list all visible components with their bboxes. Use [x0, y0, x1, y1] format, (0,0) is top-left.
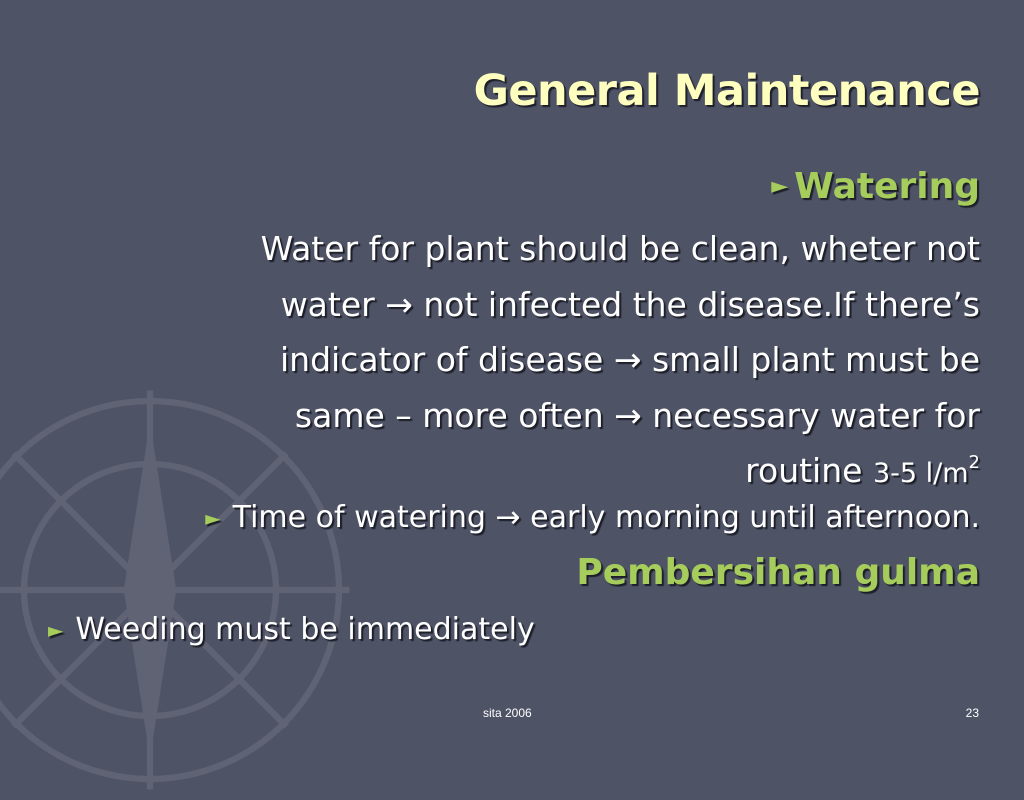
triangle-bullet-icon: ► — [48, 617, 64, 642]
slide-title: General Maintenance — [473, 66, 980, 116]
bullet-time-of-watering — [205, 500, 980, 535]
watering-paragraph — [80, 221, 980, 502]
bullet-text: Weeding must be immediately — [75, 612, 535, 647]
paragraph-line: Water for plant should be clean, wheter not — [260, 229, 980, 268]
paragraph-line: water → not infected the disease.If there’s — [280, 284, 980, 324]
page-number: 23 — [965, 706, 979, 720]
paragraph-line: indicator of disease → small plant must be — [279, 340, 980, 379]
section-heading-watering-label: Watering — [794, 166, 980, 207]
triangle-bullet-icon: ► — [205, 505, 221, 530]
routine-value: 3-5 l/m — [872, 458, 969, 489]
routine-word: routine — [745, 451, 863, 490]
footer-text: sita 2006 — [483, 706, 532, 720]
bullet-weeding — [48, 612, 535, 647]
section-heading-watering — [771, 166, 980, 207]
triangle-bullet-icon: ► — [771, 174, 789, 199]
routine-superscript: 2 — [968, 452, 980, 473]
paragraph-line-routine — [80, 443, 980, 502]
bullet-text: Time of watering → early morning until afternoon. — [232, 500, 980, 535]
paragraph-line: same – more often → necessary water for — [294, 395, 980, 435]
section-heading-pembersihan-gulma: Pembersihan gulma — [576, 552, 980, 593]
